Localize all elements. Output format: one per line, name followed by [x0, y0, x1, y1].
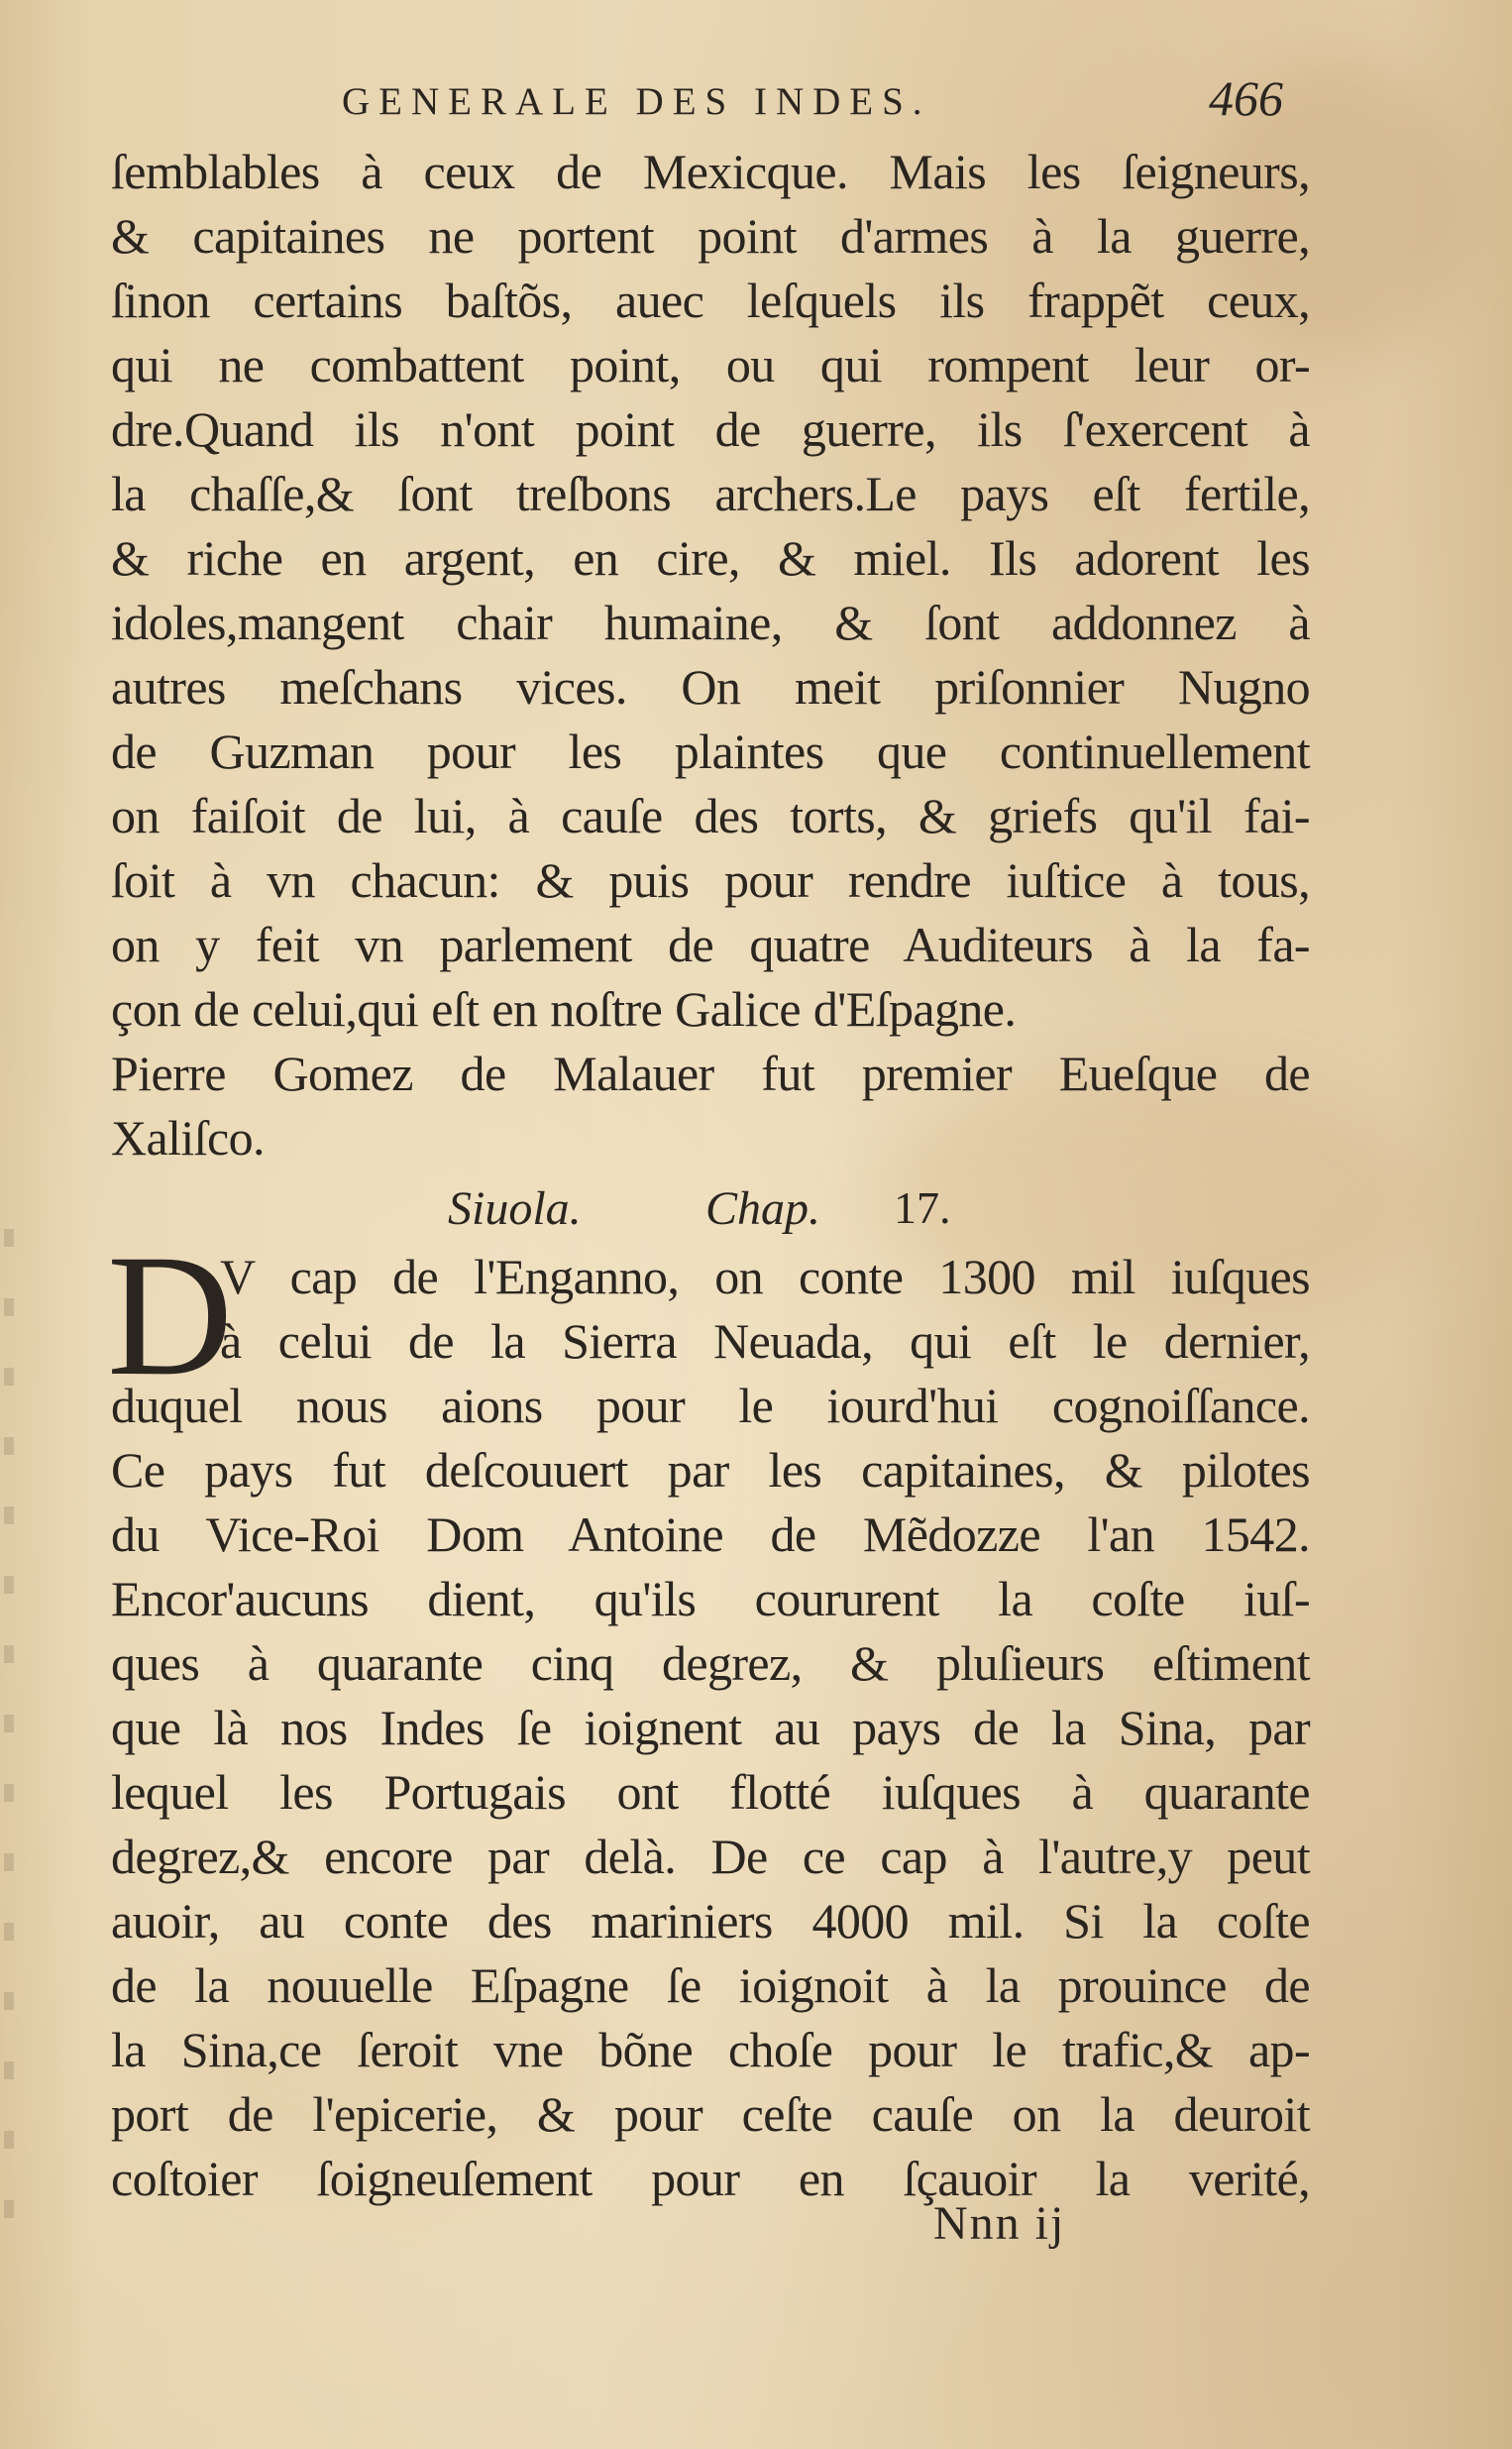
text-line: Pierre Gomez de Malauer fut premier Eueſque de — [111, 1046, 1310, 1101]
chapter-title: Siuola. — [448, 1182, 582, 1235]
text-line: V cap de l'Enganno, on conte 1300 mil iuſques — [220, 1249, 1310, 1304]
text-line: ſinon certains baſtõs, auec leſquels ils frappẽt ceux, — [111, 273, 1310, 328]
text-line: coſtoier ſoigneuſement pour en ſçauoir la verité, — [111, 2151, 1310, 2206]
text-line: port de l'epicerie, & pour ceſte cauſe on la deuroit — [111, 2086, 1310, 2142]
text-line: que là nos Indes ſe ioignent au pays de la Sina, par — [111, 1700, 1310, 1755]
text-line: & capitaines ne portent point d'armes à la guerre, — [111, 208, 1310, 264]
text-line: autres meſchans vices. On meit priſonnier Nugno — [111, 659, 1310, 715]
text-line: la chaſſe,& ſont treſbons archers.Le pays eſt fertile, — [111, 466, 1310, 521]
text-line: Encor'aucuns dient, qu'ils coururent la coſte iuſ- — [111, 1571, 1310, 1626]
text-line: ſoit à vn chacun: & puis pour rendre iuſtice à tous, — [111, 852, 1310, 908]
chapter-label: Chap. — [705, 1182, 821, 1235]
text-line: lequel les Portugais ont flotté iuſques à quarante — [111, 1764, 1310, 1820]
text-line: on y feit vn parlement de quatre Auditeurs à la fa- — [111, 917, 1310, 972]
text-line: la Sina,ce ſeroit vne bõne choſe pour le trafic,& ap- — [111, 2022, 1310, 2077]
drop-cap: D — [107, 1219, 234, 1412]
text-line: dre.Quand ils n'ont point de guerre, ils ſ'exercent à — [111, 401, 1310, 457]
text-line: qui ne combattent point, ou qui rompent leur or- — [111, 337, 1310, 392]
text-line: degrez,& encore par delà. De ce cap à l'autre,y peut — [111, 1829, 1310, 1884]
signature-mark: Nnn ij — [933, 2197, 1066, 2250]
running-head — [0, 69, 1512, 139]
text-line: à celui de la Sierra Neuada, qui eſt le dernier, — [220, 1313, 1310, 1369]
chapter-number: 17. — [894, 1182, 951, 1233]
text-line: ques à quarante cinq degrez, & pluſieurs eſtiment — [111, 1635, 1310, 1691]
text-line: & riche en argent, en cire, & miel. Ils adorent les — [111, 530, 1310, 586]
text-line: Xaliſco. — [111, 1110, 265, 1166]
running-title: GENERALE DES INDES. — [342, 80, 931, 123]
page-number: 466 — [1209, 70, 1283, 126]
text-line: Ce pays fut deſcouuert par les capitaines, & pilotes — [111, 1442, 1310, 1498]
text-line: de la nouuelle Eſpagne ſe ioignoit à la prouince de — [111, 1957, 1310, 2013]
text-line: idoles,mangent chair humaine, & ſont addonnez à — [111, 595, 1310, 650]
text-line: çon de celui,qui eſt en noſtre Galice d'Eſpagne. — [111, 981, 1017, 1037]
binding-edge-marks — [4, 1229, 14, 2220]
text-line: auoir, au conte des mariniers 4000 mil. Si la coſte — [111, 1893, 1310, 1948]
text-line: du Vice-Roi Dom Antoine de Mẽdozze l'an 1542. — [111, 1506, 1310, 1562]
text-line: de Guzman pour les plaintes que continuellement — [111, 724, 1310, 779]
text-line: duquel nous aions pour le iourd'hui cognoiſſance. — [111, 1378, 1310, 1433]
text-line: on faiſoit de lui, à cauſe des torts, & griefs qu'il fai- — [111, 788, 1310, 843]
text-line: ſemblables à ceux de Mexicque. Mais les ſeigneurs, — [111, 144, 1310, 199]
